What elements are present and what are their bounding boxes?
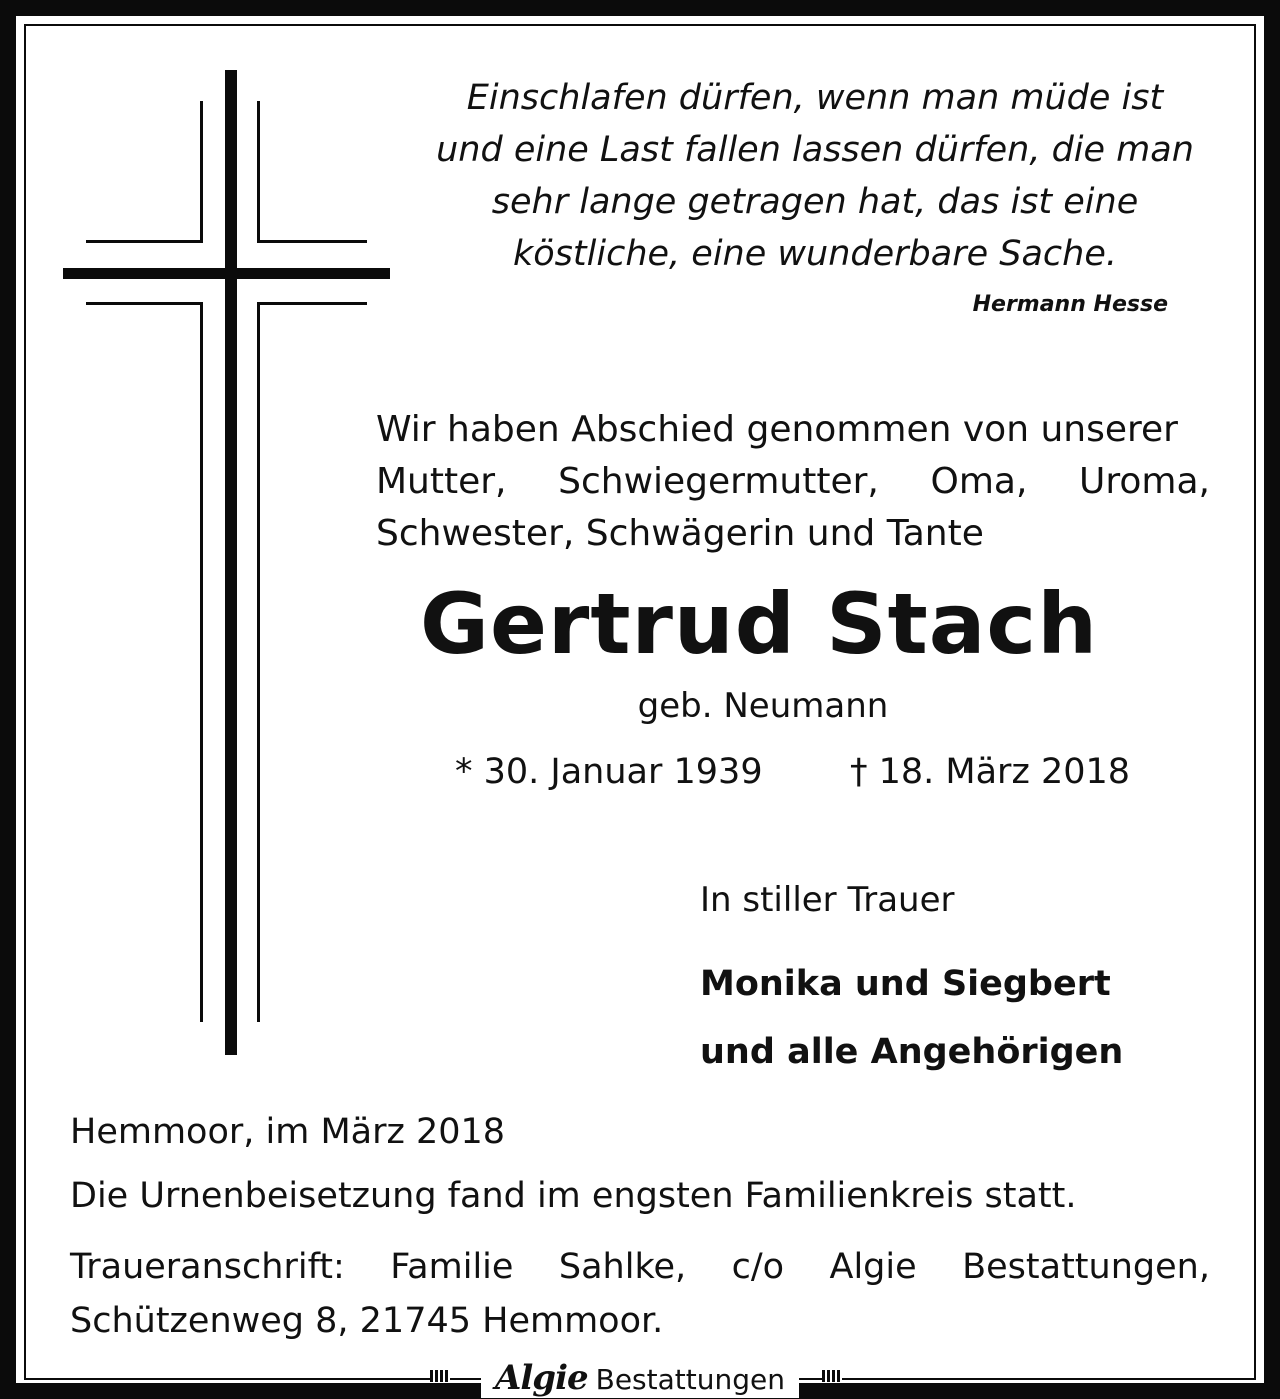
- mourning-label: In stiller Trauer: [700, 880, 955, 920]
- quote: [350, 72, 1280, 280]
- intro-word: Oma,: [930, 461, 1028, 502]
- death-date: † 18. März 2018: [850, 752, 1131, 792]
- quote-line: köstliche, eine wunderbare Sache.: [513, 234, 1117, 274]
- address-word: Traueranschrift:: [70, 1247, 345, 1287]
- address-word: Bestattungen,: [962, 1247, 1210, 1287]
- funeral-home-logo: Algie: [495, 1357, 588, 1398]
- intro-word: Uroma,: [1079, 461, 1210, 502]
- address-word: Algie: [829, 1247, 917, 1287]
- imprint-box: [481, 1358, 799, 1398]
- deceased-name: Gertrud Stach: [420, 575, 1099, 673]
- quote-line: Einschlafen dürfen, wenn man müde ist: [466, 78, 1164, 118]
- cross-icon: [60, 65, 392, 1055]
- intro-word: Mutter,: [376, 461, 507, 502]
- funeral-home-name: Bestattungen: [595, 1362, 785, 1396]
- quote-author: Hermann Hesse: [972, 292, 1168, 317]
- intro-word: Schwiegermutter,: [558, 461, 879, 502]
- burial-info: Die Urnenbeisetzung fand im engsten Familienkreis statt.: [70, 1176, 1077, 1216]
- intro-line-justified: [376, 456, 1210, 508]
- mourners: [700, 950, 1123, 1086]
- imprint: [0, 1356, 1280, 1399]
- quote-line: und eine Last fallen lassen dürfen, die man: [436, 130, 1194, 170]
- intro-line: Wir haben Abschied genommen von unserer: [376, 409, 1178, 450]
- birth-date: * 30. Januar 1939: [455, 752, 763, 792]
- address-word: c/o: [731, 1247, 785, 1287]
- address-line-justified: [70, 1240, 1210, 1294]
- mourners-line: und alle Angehörigen: [700, 1032, 1124, 1072]
- intro-text: [376, 404, 1210, 560]
- born-name: geb. Neumann: [637, 686, 889, 726]
- mourners-line: Monika und Siegbert: [700, 964, 1111, 1004]
- mourning-address: [70, 1240, 1210, 1348]
- quote-line: sehr lange getragen hat, das ist eine: [491, 182, 1139, 222]
- address-line: Schützenweg 8, 21745 Hemmoor.: [70, 1301, 664, 1341]
- address-word: Sahlke,: [558, 1247, 687, 1287]
- address-word: Familie: [390, 1247, 514, 1287]
- intro-line: Schwester, Schwägerin und Tante: [376, 513, 984, 554]
- place-date: Hemmoor, im März 2018: [70, 1112, 506, 1152]
